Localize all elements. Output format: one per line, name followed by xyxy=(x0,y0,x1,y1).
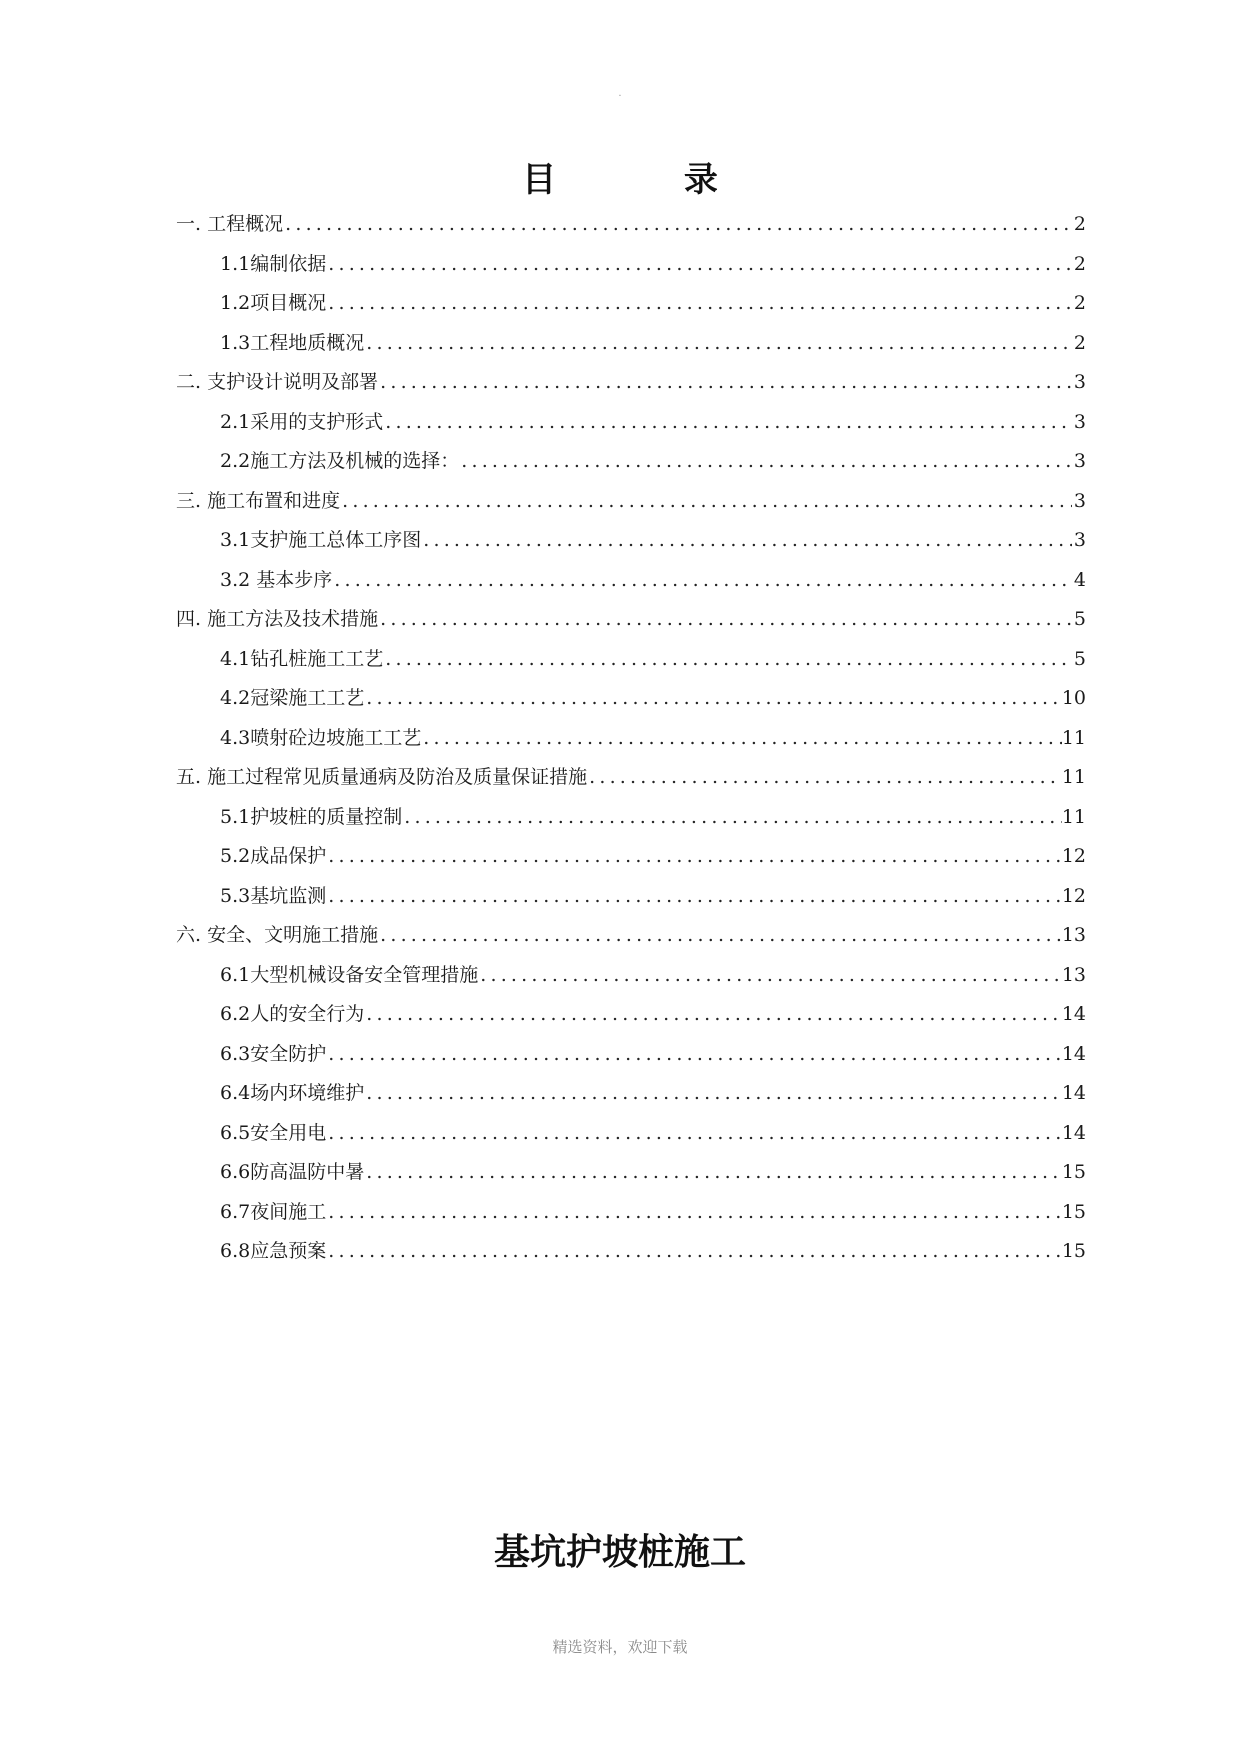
toc-section-entry[interactable] xyxy=(176,600,1086,640)
toc-page-number: 5 xyxy=(1073,608,1086,630)
toc-page-number: 10 xyxy=(1061,687,1086,709)
toc-section-entry[interactable] xyxy=(176,482,1086,522)
toc-dot-leader xyxy=(326,1114,1062,1154)
toc-page-number: 5 xyxy=(1073,647,1086,670)
page-footer: 精选资料，欢迎下载 xyxy=(552,1638,688,1656)
toc-page-number: 14 xyxy=(1061,1121,1086,1144)
toc-page-number: 13 xyxy=(1061,963,1086,986)
toc-entry-label: 6.3安全防护 xyxy=(220,1042,327,1065)
toc-entry-label: 4.1钻孔桩施工工艺 xyxy=(220,647,384,670)
table-of-contents xyxy=(176,205,1086,1272)
toc-page-number: 2 xyxy=(1073,292,1086,314)
toc-entry-label: 6.7夜间施工 xyxy=(220,1200,327,1223)
toc-page-number: 15 xyxy=(1061,1200,1086,1223)
toc-entry-label: 三. 施工布置和进度 xyxy=(176,489,341,512)
toc-page-number: 3 xyxy=(1073,371,1086,393)
toc-subsection-entry[interactable] xyxy=(176,1114,1086,1154)
toc-subsection-entry[interactable] xyxy=(176,442,1086,482)
toc-dot-leader xyxy=(421,719,1062,759)
toc-dot-leader xyxy=(326,877,1062,917)
toc-subsection-entry[interactable] xyxy=(176,798,1086,838)
toc-page-number: 3 xyxy=(1073,529,1086,551)
toc-page-number: 15 xyxy=(1061,1161,1086,1183)
toc-page-number: 11 xyxy=(1061,766,1086,788)
toc-subsection-entry[interactable] xyxy=(176,1193,1086,1233)
toc-dot-leader xyxy=(364,324,1072,364)
toc-entry-label: 5.3基坑监测 xyxy=(220,884,327,907)
toc-subsection-entry[interactable] xyxy=(176,245,1086,285)
toc-subsection-entry[interactable] xyxy=(176,1232,1086,1272)
toc-page-number: 14 xyxy=(1061,1003,1086,1025)
toc-page-number: 3 xyxy=(1073,489,1086,512)
toc-subsection-entry[interactable] xyxy=(176,1035,1086,1075)
toc-subsection-entry[interactable] xyxy=(176,284,1086,324)
toc-page-number: 11 xyxy=(1061,805,1086,828)
toc-page-number: 2 xyxy=(1073,213,1086,235)
toc-subsection-entry[interactable] xyxy=(176,324,1086,364)
toc-entry-label: 2.1采用的支护形式 xyxy=(220,410,384,433)
toc-subsection-entry[interactable] xyxy=(176,561,1086,601)
toc-page-number: 13 xyxy=(1061,924,1086,946)
toc-entry-label: 1.3工程地质概况 xyxy=(220,331,365,354)
toc-dot-leader xyxy=(383,640,1072,680)
toc-dot-leader xyxy=(364,995,1062,1035)
top-mark: . xyxy=(618,88,622,99)
toc-entry-label: 6.8应急预案 xyxy=(220,1240,327,1262)
toc-dot-leader xyxy=(378,916,1062,956)
toc-dot-leader xyxy=(478,956,1062,996)
toc-page-number: 3 xyxy=(1073,410,1086,433)
toc-dot-leader xyxy=(421,521,1072,561)
toc-page-number: 12 xyxy=(1061,884,1086,907)
toc-entry-label: 六. 安全、文明施工措施 xyxy=(176,924,379,946)
toc-dot-leader xyxy=(326,1193,1062,1233)
toc-dot-leader xyxy=(459,442,1072,482)
toc-page-number: 2 xyxy=(1073,252,1086,275)
toc-subsection-entry[interactable] xyxy=(176,679,1086,719)
toc-entry-label: 6.1大型机械设备安全管理措施 xyxy=(220,963,479,986)
toc-subsection-entry[interactable] xyxy=(176,877,1086,917)
toc-dot-leader xyxy=(364,1153,1062,1193)
toc-subsection-entry[interactable] xyxy=(176,1153,1086,1193)
toc-section-entry[interactable] xyxy=(176,205,1086,245)
toc-entry-label: 四. 施工方法及技术措施 xyxy=(176,608,379,630)
toc-dot-leader xyxy=(378,363,1072,403)
toc-dot-leader xyxy=(326,284,1072,324)
toc-subsection-entry[interactable] xyxy=(176,521,1086,561)
toc-subsection-entry[interactable] xyxy=(176,403,1086,443)
toc-section-entry[interactable] xyxy=(176,363,1086,403)
toc-section-entry[interactable] xyxy=(176,916,1086,956)
toc-entry-label: 五. 施工过程常见质量通病及防治及质量保证措施 xyxy=(176,766,588,788)
toc-page-number: 14 xyxy=(1061,1082,1086,1104)
toc-subsection-entry[interactable] xyxy=(176,640,1086,680)
toc-entry-label: 1.2项目概况 xyxy=(220,292,327,314)
toc-entry-label: 6.6防高温防中暑 xyxy=(220,1161,365,1183)
toc-page-number: 3 xyxy=(1073,450,1086,472)
toc-entry-label: 6.5安全用电 xyxy=(220,1121,327,1144)
toc-dot-leader xyxy=(332,561,1072,601)
toc-entry-label: 5.1护坡桩的质量控制 xyxy=(220,805,403,828)
toc-section-entry[interactable] xyxy=(176,758,1086,798)
toc-page-number: 12 xyxy=(1061,845,1086,867)
toc-dot-leader xyxy=(326,245,1072,285)
toc-entry-label: 6.2人的安全行为 xyxy=(220,1003,365,1025)
toc-subsection-entry[interactable] xyxy=(176,719,1086,759)
document-heading: 基坑护坡桩施工 xyxy=(493,1531,746,1573)
toc-entry-label: 6.4场内环境维护 xyxy=(220,1082,365,1104)
toc-subsection-entry[interactable] xyxy=(176,1074,1086,1114)
toc-page-number: 11 xyxy=(1061,726,1086,749)
toc-subsection-entry[interactable] xyxy=(176,956,1086,996)
toc-entry-label: 一. 工程概况 xyxy=(176,213,284,235)
toc-dot-leader xyxy=(283,205,1072,245)
toc-dot-leader xyxy=(340,482,1072,522)
toc-dot-leader xyxy=(364,679,1062,719)
toc-dot-leader xyxy=(326,837,1062,877)
toc-dot-leader xyxy=(383,403,1072,443)
toc-page-number: 14 xyxy=(1061,1042,1086,1065)
toc-entry-label: 二. 支护设计说明及部署 xyxy=(176,371,379,393)
toc-entry-label: 4.2冠梁施工工艺 xyxy=(220,687,365,709)
toc-entry-label: 3.1支护施工总体工序图 xyxy=(220,529,422,551)
toc-entry-label: 1.1编制依据 xyxy=(220,252,327,275)
toc-title: 目 录 xyxy=(522,160,776,200)
toc-entry-label: 4.3喷射砼边坡施工工艺 xyxy=(220,726,422,749)
toc-page-number: 4 xyxy=(1073,568,1086,591)
toc-page-number: 2 xyxy=(1073,331,1086,354)
toc-page-number: 15 xyxy=(1061,1240,1086,1262)
toc-dot-leader xyxy=(402,798,1062,838)
toc-entry-label: 5.2成品保护 xyxy=(220,845,327,867)
toc-subsection-entry[interactable] xyxy=(176,995,1086,1035)
toc-entry-label: 2.2施工方法及机械的选择： xyxy=(220,450,460,472)
toc-subsection-entry[interactable] xyxy=(176,837,1086,877)
toc-dot-leader xyxy=(326,1035,1062,1075)
toc-dot-leader xyxy=(326,1232,1062,1272)
toc-dot-leader xyxy=(587,758,1062,798)
toc-dot-leader xyxy=(364,1074,1062,1114)
toc-entry-label: 3.2 基本步序 xyxy=(220,568,333,591)
toc-dot-leader xyxy=(378,600,1072,640)
